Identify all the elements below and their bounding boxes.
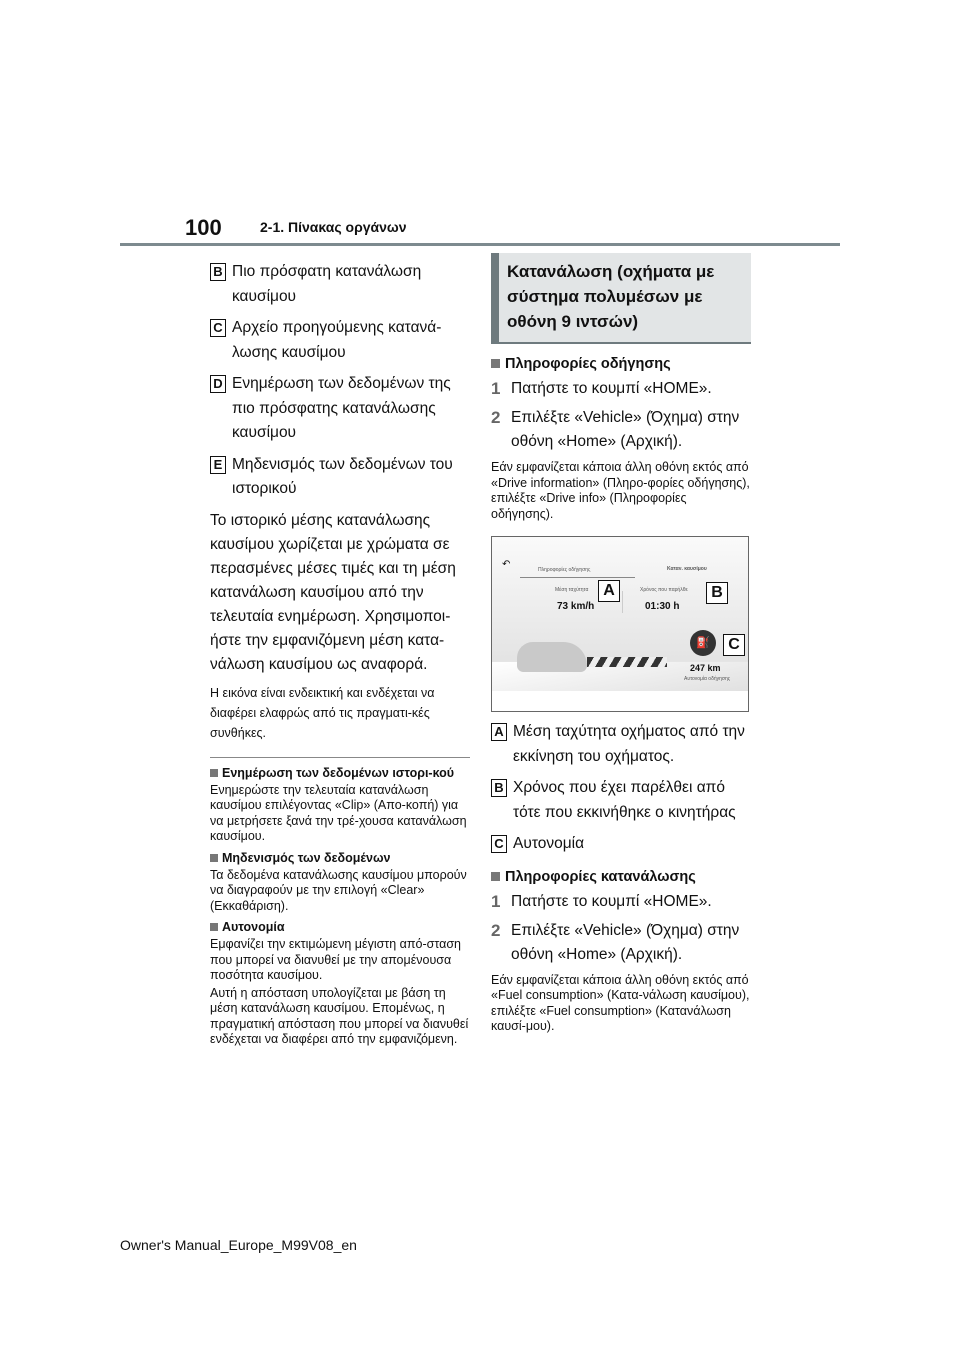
range-value: 247 km (690, 663, 721, 673)
step: 1 Πατήστε το κουμπί «HOME». (491, 891, 712, 911)
tab-fuel: Καταν. καυσίμου (667, 566, 707, 572)
legend-item: B Πιο πρόσφατη κατανάλωση καυσίμου (210, 260, 470, 309)
legend-item: B Χρόνος που έχει παρέλθει από τότε που εκκινήθηκε ο κινητήρας (491, 776, 751, 825)
car-image (517, 642, 587, 672)
subsection-text: Αυτή η απόσταση υπολογίζεται με βάση τη μέση κατανάλωση καυσίμου. Επομένως, η πραγματική απόσταση που μπορεί να διανυθεί ενδέχεται να διαφέρει από την εμφανιζόμενη. (210, 985, 469, 1046)
subsection-text: Εμφανίζει την εκτιμώμενη μέγιστη από-σταση που μπορεί να διανυθεί με την απομένουσα ποσότητα καυσίμου. (210, 937, 462, 982)
header-rule (120, 243, 840, 246)
screen-illustration (491, 536, 749, 712)
fuel-info-heading: Πληροφορίες κατανάλωσης (491, 869, 751, 885)
page-number: 100 (185, 215, 222, 240)
legend-item: E Μηδενισμός των δεδομένων του ιστορικού (210, 453, 470, 502)
subsection-text: Ενημερώστε την τελευταία κατανάλωση καυσίμου επιλέγοντας «Clip» (Απο-κοπή) για να μετρήσετε ξανά την τρέ-χουσα κατανάλωση καυσίμου. (210, 782, 467, 843)
callout-b: B (706, 582, 728, 604)
callout-a: A (598, 580, 620, 602)
subsection-text: Τα δεδομένα κατανάλωσης καυσίμου μπορούν να διαγραφούν με την επιλογή «Clear» (Εκκαθάριση). (210, 867, 467, 913)
fuel-pump-icon: ⛽ (690, 630, 716, 656)
legend-item: C Αρχείο προηγούμενης κατανά-λωσης καυσίμου (210, 316, 470, 365)
divider (210, 757, 470, 758)
elapsed-time-value: 01:30 h (645, 601, 680, 612)
step: 2 Επιλέξτε «Vehicle» (Όχημα) στην οθόνη «Home» (Αρχική). (491, 408, 740, 450)
drive-info-note: Εάν εμφανίζεται κάποια άλλη οθόνη εκτός από «Drive information» (Πληρο-φορίες οδήγησης), επιλέξτε «Drive info» (Πληροφορίες οδήγησης). (491, 460, 750, 521)
legend-item: C Αυτονομία (491, 832, 751, 857)
road-chevrons (587, 657, 667, 667)
back-icon: ↶ (502, 559, 511, 570)
history-paragraph: Το ιστορικό μέσης κατανάλωσης καυσίμου χωρίζεται με χρώματα σε περασμένες μέσες τιμές και τη μέση κατανάλωση καυσίμου από την τελευταία ενημέρωση. Χρησιμοποι-ήστε την εμφανιζόμενη μέση κατα-νάλωση καυσίμου ως αναφορά. (210, 511, 456, 673)
subsection-heading: Ενημέρωση των δεδομένων ιστορι-κού (210, 766, 470, 781)
fuel-info-note: Εάν εμφανίζεται κάποια άλλη οθόνη εκτός από «Fuel consumption» (Κατα-νάλωση καυσίμου), επιλέξτε «Fuel consumption» (Κατανάλωση καυσί-μου). (491, 972, 750, 1033)
step: 1 Πατήστε το κουμπί «HOME». (491, 379, 712, 398)
section-heading-box: Κατανάλωση (οχήματα με σύστημα πολυμέσων με οθόνη 9 ιντσών) (491, 253, 751, 344)
step: 2 Επιλέξτε «Vehicle» (Όχημα) στην οθόνη «Home» (Αρχική). (491, 920, 740, 963)
footer: Owner's Manual_Europe_M99V08_en (120, 1237, 357, 1253)
avg-speed-label: Μέση ταχύτητα (555, 587, 589, 593)
drive-info-heading: Πληροφορίες οδήγησης (491, 356, 751, 372)
image-note: Η εικόνα είναι ενδεικτική και ενδέχεται να διαφέρει ελαφρώς από τις πραγματι-κές συνθήκες. (210, 685, 435, 740)
left-column (210, 260, 470, 1048)
avg-speed-value: 73 km/h (557, 601, 595, 612)
subsection-heading: Αυτονομία (210, 920, 470, 935)
right-column (491, 253, 751, 1035)
tab-drive-info: Πληροφορίες οδήγησης (538, 567, 591, 573)
range-label: Αυτονομία οδήγησης (684, 676, 731, 682)
callout-c: C (723, 634, 745, 656)
legend-item: A Μέση ταχύτητα οχήματος από την εκκίνηση του οχήματος. (491, 720, 751, 769)
legend-item: D Ενημέρωση των δεδομένων της πιο πρόσφατης κατανάλωσης καυσίμου (210, 372, 470, 446)
section-title: 2-1. Πίνακας οργάνων (260, 219, 407, 235)
elapsed-time-label: Χρόνος που παρήλθε (640, 587, 688, 593)
subsection-heading: Μηδενισμός των δεδομένων (210, 851, 470, 866)
